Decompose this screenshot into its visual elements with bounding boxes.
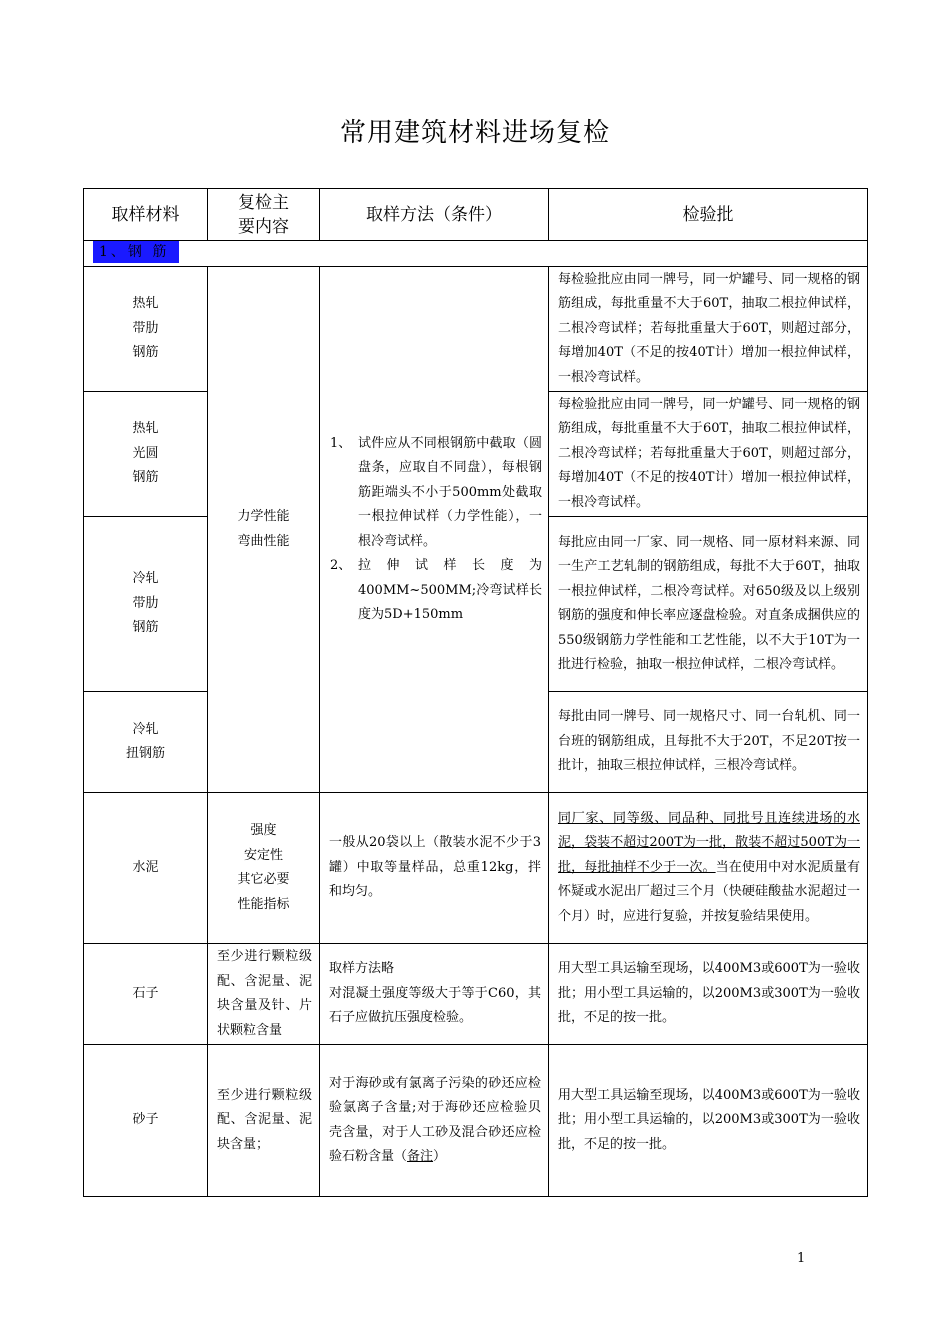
stone-method: 取样方法略 对混凝土强度等级大于等于C60，其石子应做抗压强度检验。 — [320, 944, 549, 1045]
section-label-steel: 1、钢 筋 — [93, 241, 179, 263]
table-row — [84, 267, 868, 392]
material-name: 砂子 — [84, 1045, 208, 1197]
material-name: 石子 — [84, 944, 208, 1045]
table-row — [84, 1045, 868, 1197]
list-item: 2、 拉伸试样长度为400MM~500MM;冷弯试样长度为5D+150mm — [330, 558, 542, 622]
batch-text: 每检验批应由同一牌号，同一炉罐号、同一规格的钢筋组成，每批重量不大于60T，抽取二根拉伸试样，二根冷弯试样；若每批重量大于60T，则超过部分，每增加40T（不足的按40T计）增加一根拉伸试样，一根冷弯试样。 — [549, 267, 868, 392]
steel-method — [320, 267, 549, 793]
material-name: 水泥 — [84, 793, 208, 944]
sand-content: 至少进行颗粒级配、含泥量、泥块含量； — [208, 1045, 320, 1197]
table-row — [84, 944, 868, 1045]
material-name: 热轧 带肋 钢筋 — [84, 267, 208, 392]
sand-method: 对于海砂或有氯离子污染的砂还应检验氯离子含量;对于海砂还应检验贝壳含量，对于人工砂及混合砂还应检验石粉含量（备注） — [320, 1045, 549, 1197]
batch-text-underlined: 同厂家、同等级、同品种、同批号且连续进场的水泥，袋装不超过200T为一批，散装不超过500T为一批，每批抽样不少于一次。 — [558, 810, 860, 875]
header-content-line-1: 复检主 — [238, 192, 289, 213]
cement-content: 强度 安定性 其它必要 性能指标 — [208, 793, 320, 944]
header-content — [208, 189, 320, 241]
material-name: 冷轧 扭钢筋 — [84, 692, 208, 793]
table-header-row — [84, 189, 868, 241]
materials-table — [83, 188, 868, 1197]
steel-content: 力学性能 弯曲性能 — [208, 267, 320, 793]
table-row — [84, 793, 868, 944]
header-method: 取样方法（条件） — [320, 189, 549, 241]
header-material: 取样材料 — [84, 189, 208, 241]
batch-text: 同厂家、同等级、同品种、同批号且连续进场的水泥，袋装不超过200T为一批，散装不超过500T为一批，每批抽样不少于一次。当在使用中对水泥质量有怀疑或水泥出厂超过三个月（快硬硅酸盐水泥超过一个月）时，应进行复验，并按复验结果使用。 — [549, 793, 868, 944]
header-content-line-2: 要内容 — [238, 216, 289, 237]
material-name: 冷轧 带肋 钢筋 — [84, 517, 208, 692]
batch-text: 用大型工具运输至现场，以400M3或600T为一验收批；用小型工具运输的，以200M3或300T为一验收批，不足的按一批。 — [549, 1045, 868, 1197]
batch-text: 用大型工具运输至现场，以400M3或600T为一验收批；用小型工具运输的，以200M3或300T为一验收批，不足的按一批。 — [549, 944, 868, 1045]
batch-text: 每批应由同一厂家、同一规格、同一原材料来源、同一生产工艺轧制的钢筋组成，每批不大于60T，抽取一根拉伸试样，二根冷弯试样。对650级及以上级别钢筋的强度和伸长率应逐盘检验。对直条成捆供应的550级钢筋力学性能和工艺性能，以不大于10T为一批进行检验，抽取一根拉伸试样，二根冷弯试样。 — [549, 517, 868, 692]
cement-method: 一般从20袋以上（散装水泥不少于3罐）中取等量样品，总重12kg，拌和均匀。 — [320, 793, 549, 944]
page-number: 1 — [797, 1251, 806, 1266]
stone-content: 至少进行颗粒级配、含泥量、泥块含量及针、片状颗粒含量 — [208, 944, 320, 1045]
header-batch: 检验批 — [549, 189, 868, 241]
batch-text: 每批由同一牌号、同一规格尺寸、同一台轧机、同一台班的钢筋组成，且每批不大于20T，不足20T按一批计，抽取三根拉伸试样，三根冷弯试样。 — [549, 692, 868, 793]
sand-method-note: 备注 — [407, 1149, 434, 1164]
list-item: 1、 试件应从不同根钢筋中截取（圆盘条，应取自不同盘），每根钢筋距端头不小于500mm处截取一根拉伸试样（力学性能），一根冷弯试样。 — [330, 435, 542, 549]
batch-text: 每检验批应由同一牌号，同一炉罐号、同一规格的钢筋组成，每批重量不大于60T，抽取二根拉伸试样，二根冷弯试样；若每批重量大于60T，则超过部分，每增加40T（不足的按40T计）增加一根拉伸试样，一根冷弯试样。 — [549, 392, 868, 517]
section-row-steel — [84, 241, 868, 267]
page-title: 常用建筑材料进场复检 — [339, 118, 610, 148]
material-name: 热轧 光圆 钢筋 — [84, 392, 208, 517]
